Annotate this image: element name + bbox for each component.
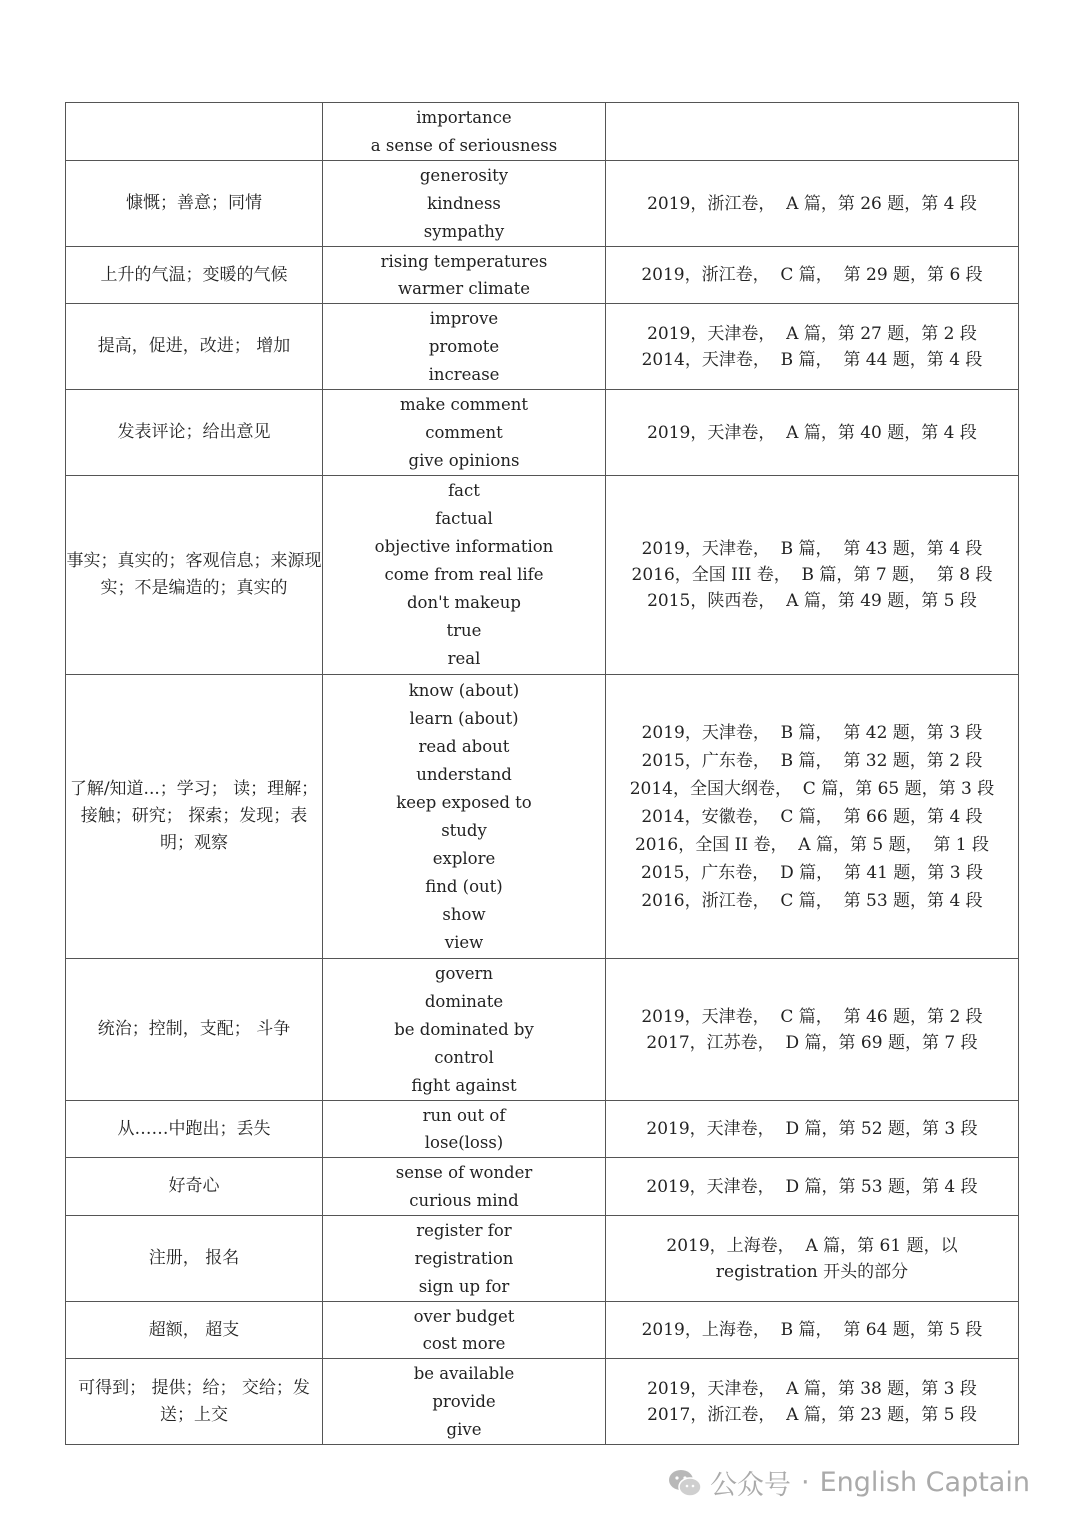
source-reference: registration 开头的部分 — [715, 1261, 909, 1282]
watermark-platform: 公众号 — [710, 1470, 791, 1501]
table-row — [66, 1101, 1019, 1158]
source-reference: 2019，浙江卷， C 篇， 第 29 题，第 6 段 — [641, 265, 983, 285]
english-term: registration — [414, 1248, 514, 1268]
source-reference: 2019，天津卷， D 篇，第 53 题，第 4 段 — [646, 1176, 978, 1197]
table-body — [66, 103, 1019, 1445]
english-term: sympathy — [423, 221, 505, 241]
source-reference: 2019，天津卷， B 篇， 第 42 题，第 3 段 — [641, 722, 983, 743]
source-reference: 2019，天津卷， C 篇， 第 46 题，第 2 段 — [641, 1006, 983, 1027]
vocabulary-table — [65, 102, 1019, 1445]
english-term: objective information — [374, 537, 554, 556]
exam-source — [606, 959, 1019, 1101]
table-row — [66, 390, 1019, 476]
english-term: kindness — [427, 193, 501, 213]
exam-source — [606, 161, 1019, 247]
english-term: view — [444, 932, 484, 952]
watermark-separator: · — [801, 1467, 810, 1498]
exam-source — [606, 390, 1019, 476]
chinese-meaning: 了解/知道...；学习； 读；理解；接触；研究； 探索；发现；表明；观察 — [66, 675, 323, 959]
english-term: a sense of seriousness — [370, 135, 558, 155]
english-term: rising temperatures — [380, 252, 548, 271]
source-reference: 2019，上海卷， B 篇， 第 64 题，第 5 段 — [641, 1320, 983, 1340]
english-term: be dominated by — [394, 1019, 534, 1039]
exam-source — [606, 247, 1019, 304]
watermark-account: English Captain — [819, 1467, 1030, 1498]
source-reference: 2015，广东卷， B 篇， 第 32 题，第 2 段 — [641, 750, 983, 771]
table-row — [66, 103, 1019, 161]
english-term: comment — [425, 422, 503, 442]
english-term: control — [434, 1047, 494, 1067]
chinese-meaning: 超额， 超支 — [66, 1302, 323, 1359]
english-term: factual — [435, 509, 493, 528]
english-term: learn (about) — [409, 708, 519, 728]
english-term: dominate — [424, 991, 504, 1011]
english-term: don't makeup — [407, 593, 521, 612]
source-reference: 2014，全国大纲卷， C 篇，第 65 题，第 3 段 — [629, 778, 995, 799]
english-expressions — [323, 1359, 606, 1445]
chinese-meaning: 从……中跑出；丢失 — [66, 1101, 323, 1158]
english-expressions — [323, 1216, 606, 1302]
english-term: cost more — [422, 1334, 506, 1353]
english-expressions — [323, 476, 606, 675]
english-term: read about — [418, 736, 510, 756]
source-reference: 2015，陕西卷， A 篇，第 49 题，第 5 段 — [647, 591, 977, 611]
chinese-meaning: 提高，促进，改进； 增加 — [66, 304, 323, 390]
english-expressions — [323, 390, 606, 476]
english-term: sign up for — [418, 1276, 510, 1296]
source-reference: 2014，天津卷， B 篇， 第 44 题，第 4 段 — [641, 349, 983, 370]
table-row — [66, 1302, 1019, 1359]
english-term: promote — [428, 336, 500, 356]
source-reference: 2019，上海卷， A 篇，第 61 题，以 — [666, 1235, 958, 1256]
source-reference: 2016，浙江卷， C 篇， 第 53 题，第 4 段 — [641, 890, 983, 911]
english-term: improve — [429, 308, 499, 328]
english-term: register for — [416, 1220, 512, 1240]
source-reference: 2016，全国 II 卷， A 篇，第 5 题， 第 1 段 — [634, 834, 990, 855]
chinese-meaning: 上升的气温；变暖的气候 — [66, 247, 323, 304]
english-term: real — [447, 649, 481, 668]
table-row — [66, 304, 1019, 390]
english-expressions — [323, 959, 606, 1101]
english-term: keep exposed to — [396, 792, 532, 812]
table-row — [66, 161, 1019, 247]
table-row — [66, 1216, 1019, 1302]
source-reference: 2019，天津卷， B 篇， 第 43 题，第 4 段 — [641, 539, 983, 559]
chinese-meaning: 可得到； 提供；给； 交给；发送；上交 — [66, 1359, 323, 1445]
source-reference: 2019，浙江卷， A 篇，第 26 题，第 4 段 — [647, 193, 977, 214]
english-term: provide — [432, 1391, 496, 1411]
english-term: importance — [416, 107, 512, 127]
english-term: true — [446, 621, 482, 640]
exam-source — [606, 304, 1019, 390]
english-expressions — [323, 103, 606, 161]
chinese-meaning: 统治；控制，支配； 斗争 — [66, 959, 323, 1101]
english-term: lose(loss) — [424, 1133, 504, 1152]
english-expressions — [323, 1101, 606, 1158]
english-term: come from real life — [384, 565, 544, 584]
english-expressions — [323, 304, 606, 390]
english-term: give opinions — [408, 450, 520, 470]
table-row — [66, 675, 1019, 959]
english-term: govern — [434, 963, 494, 983]
exam-source — [606, 1101, 1019, 1158]
chinese-meaning: 事实；真实的；客观信息；来源现实；不是编造的；真实的 — [66, 476, 323, 675]
source-reference: 2019，天津卷， A 篇，第 38 题，第 3 段 — [647, 1378, 977, 1399]
english-expressions — [323, 1302, 606, 1359]
english-term: fight against — [411, 1075, 517, 1095]
source-reference: 2017，浙江卷， A 篇，第 23 题，第 5 段 — [647, 1404, 977, 1425]
english-expressions — [323, 247, 606, 304]
chinese-meaning: 慷慨；善意；同情 — [66, 161, 323, 247]
english-term: show — [442, 904, 486, 924]
chinese-meaning — [66, 103, 323, 161]
english-term: be available — [413, 1363, 515, 1383]
exam-source — [606, 476, 1019, 675]
source-reference: 2014，安徽卷， C 篇， 第 66 题，第 4 段 — [641, 806, 983, 827]
english-term: generosity — [419, 165, 509, 185]
source-reference: 2019，天津卷， A 篇，第 40 题，第 4 段 — [647, 422, 977, 443]
english-expressions — [323, 1158, 606, 1216]
exam-source — [606, 1359, 1019, 1445]
source-reference: 2017，江苏卷， D 篇，第 69 题，第 7 段 — [646, 1032, 978, 1053]
source-reference: 2019，天津卷， D 篇，第 52 题，第 3 段 — [646, 1119, 978, 1139]
table-row — [66, 247, 1019, 304]
watermark — [668, 1463, 1030, 1502]
english-term: find (out) — [425, 876, 503, 896]
chinese-meaning: 发表评论；给出意见 — [66, 390, 323, 476]
english-term: over budget — [413, 1307, 515, 1326]
table-row — [66, 1359, 1019, 1445]
english-expressions — [323, 675, 606, 959]
source-reference: 2019，天津卷， A 篇，第 27 题，第 2 段 — [647, 323, 977, 344]
english-term: increase — [428, 364, 500, 384]
english-term: study — [441, 820, 487, 840]
english-term: understand — [416, 764, 512, 784]
chinese-meaning: 好奇心 — [66, 1158, 323, 1216]
chinese-meaning: 注册， 报名 — [66, 1216, 323, 1302]
exam-source — [606, 1216, 1019, 1302]
exam-source — [606, 675, 1019, 959]
source-reference: 2015，广东卷， D 篇， 第 41 题，第 3 段 — [641, 862, 983, 883]
exam-source — [606, 103, 1019, 161]
table-row — [66, 1158, 1019, 1216]
exam-source — [606, 1158, 1019, 1216]
table-row — [66, 476, 1019, 675]
english-term: make comment — [400, 394, 528, 414]
english-term: explore — [432, 848, 496, 868]
english-term: know (about) — [408, 680, 520, 700]
english-term: curious mind — [409, 1190, 519, 1210]
source-reference: 2016，全国 III 卷， B 篇，第 7 题， 第 8 段 — [631, 565, 993, 585]
english-term: run out of — [422, 1106, 506, 1125]
english-expressions — [323, 161, 606, 247]
english-term: sense of wonder — [395, 1162, 533, 1182]
english-term: warmer climate — [397, 279, 531, 298]
exam-source — [606, 1302, 1019, 1359]
table-row — [66, 959, 1019, 1101]
english-term: give — [446, 1419, 482, 1439]
english-term: fact — [448, 481, 480, 500]
wechat-icon — [668, 1468, 702, 1498]
